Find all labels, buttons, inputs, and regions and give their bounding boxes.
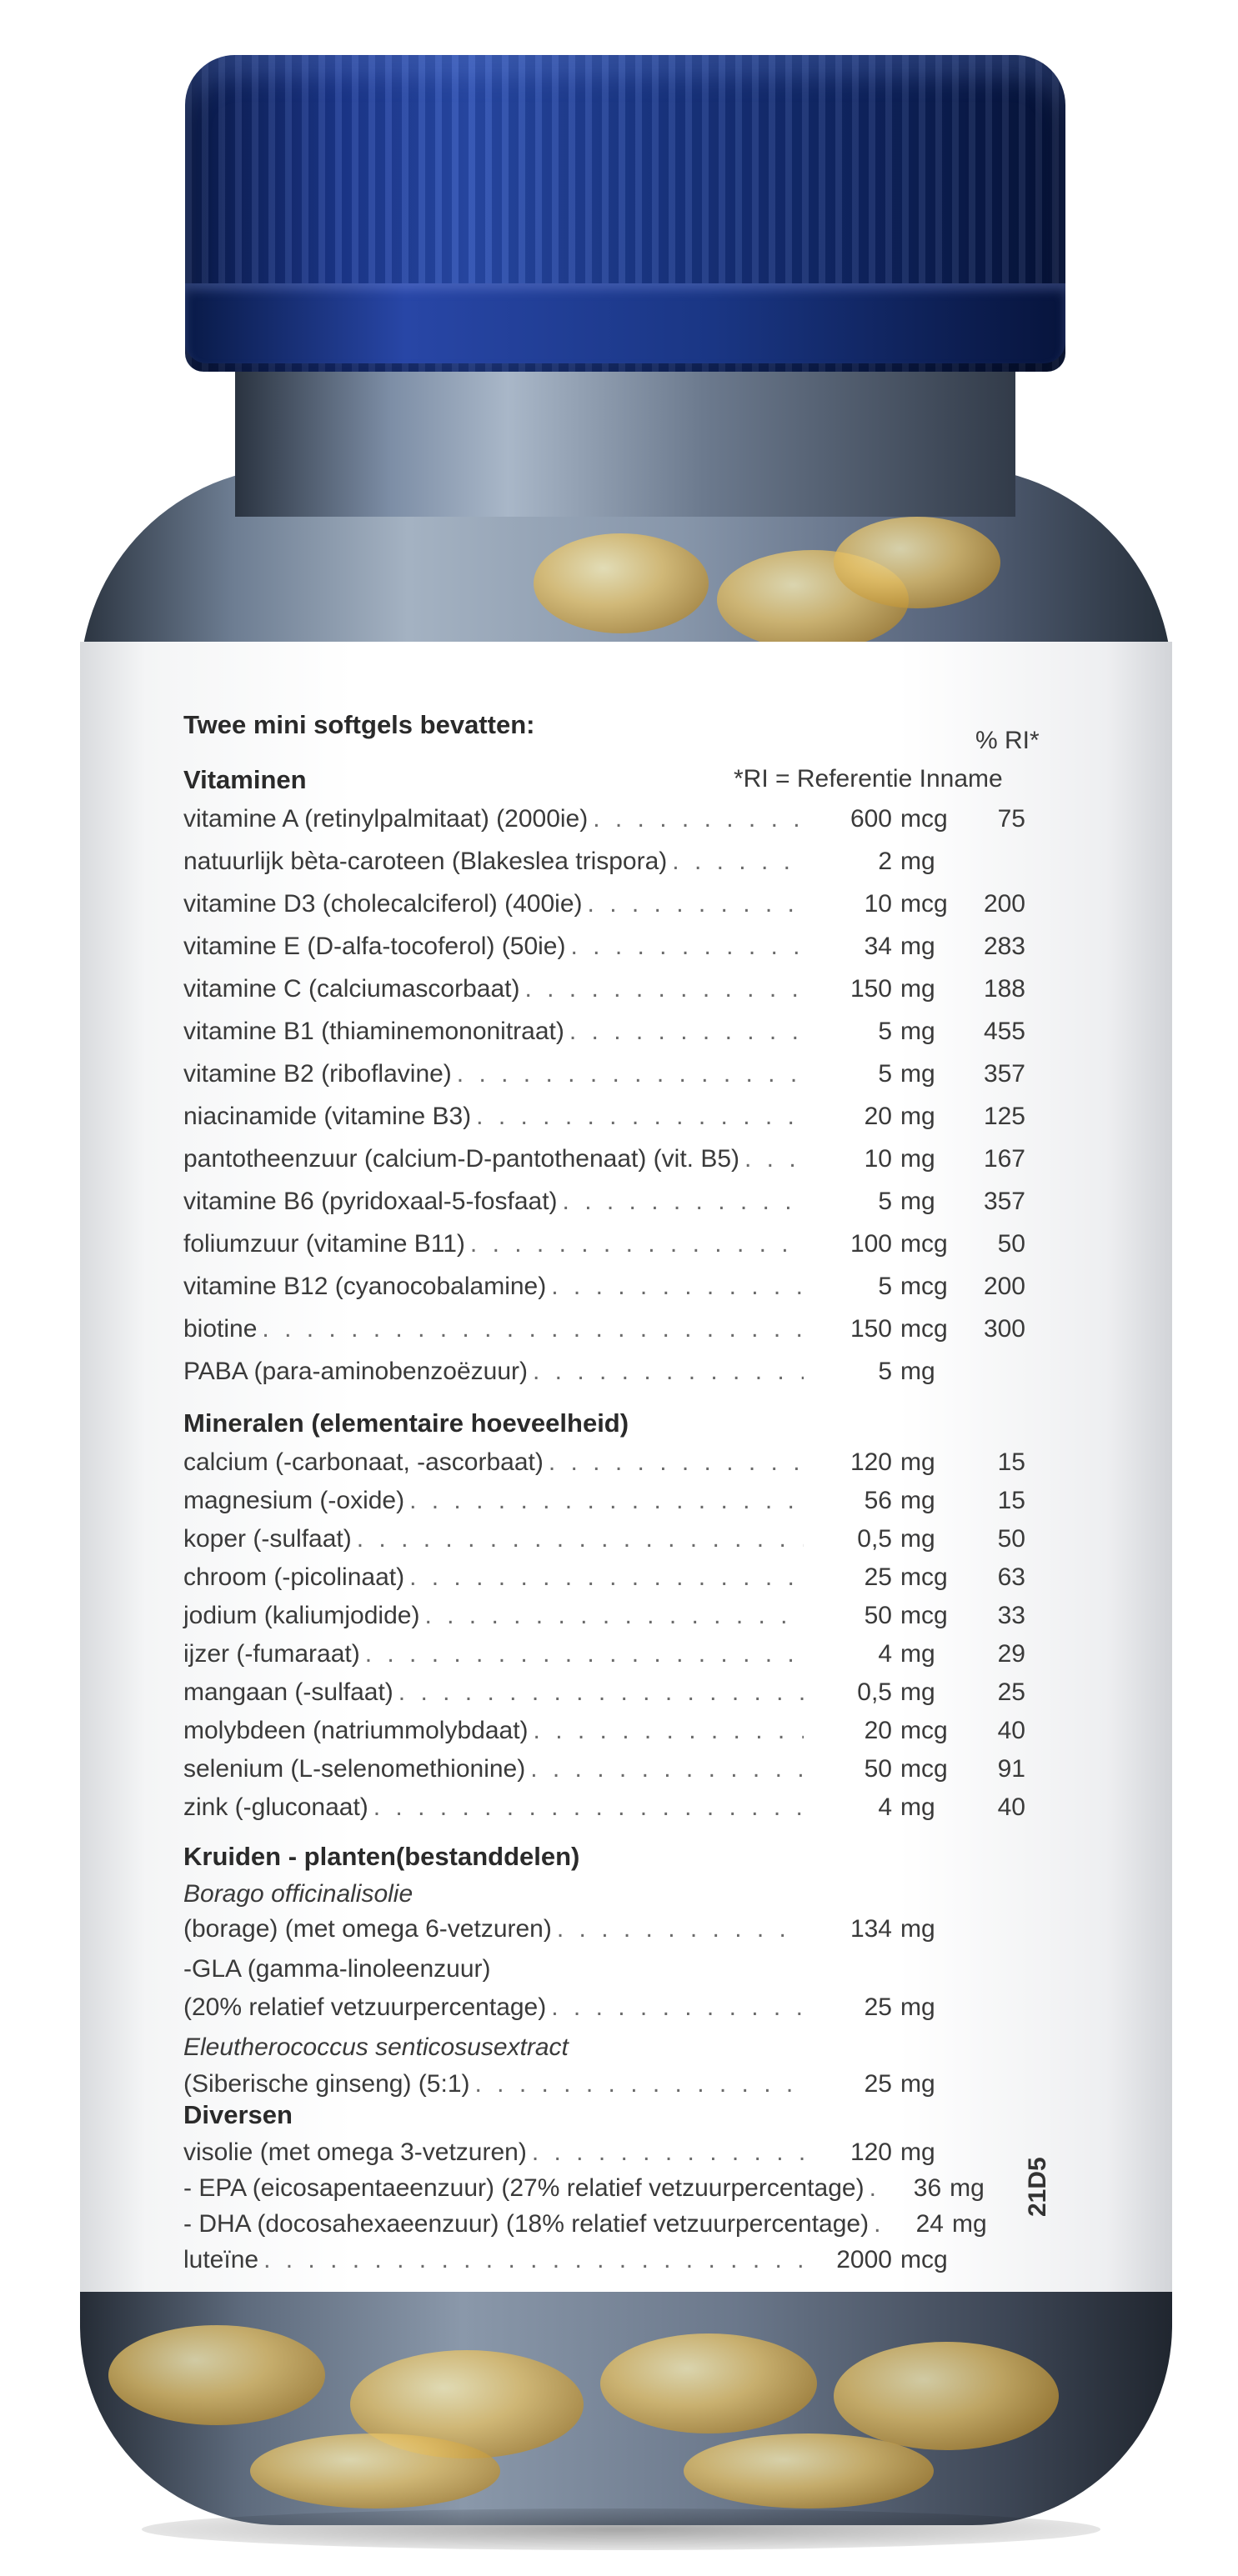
- leader-dots: [398, 1678, 804, 1707]
- ingredient-row: [183, 1358, 1025, 1394]
- ri-header: % RI*: [975, 727, 1040, 754]
- ingredient-name: vitamine D3 (cholecalciferol) (400ie): [183, 890, 583, 918]
- ingredient-row: [183, 1563, 1025, 1600]
- leader-dots: [424, 1602, 804, 1630]
- ingredient-name: vitamine C (calciumascorbaat): [183, 975, 520, 1003]
- ingredient-row: [183, 1755, 1025, 1792]
- ingredient-unit: mg: [900, 1793, 935, 1821]
- ingredient-ri: 300: [983, 1315, 1025, 1343]
- ingredient-row: [183, 933, 1025, 969]
- ingredient-ri: 75: [997, 805, 1025, 833]
- ingredient-row: [183, 1018, 1025, 1054]
- leader-dots: [672, 848, 804, 876]
- ingredient-row: [183, 805, 1025, 842]
- ingredient-name: (borage) (met omega 6-vetzuren): [183, 1915, 552, 1943]
- ingredient-amount: 100: [850, 1230, 892, 1258]
- leader-dots: [870, 2174, 886, 2203]
- ingredient-ri: 91: [997, 1755, 1025, 1783]
- ingredient-ri: 188: [983, 975, 1025, 1003]
- ingredient-unit: mg: [900, 1640, 935, 1668]
- leader-dots: [357, 1525, 804, 1553]
- ingredient-amount: 10: [864, 1145, 892, 1173]
- ingredient-unit: mcg: [900, 1230, 948, 1258]
- ingredient-amount: 134: [850, 1915, 892, 1943]
- ingredient-name: biotine: [183, 1315, 258, 1343]
- ingredient-row: [183, 1103, 1025, 1139]
- ingredient-unit: mcg: [900, 1315, 948, 1343]
- ingredient-amount: 25: [864, 1563, 892, 1591]
- ingredient-amount: 5: [878, 1018, 892, 1045]
- ingredient-name: vitamine A (retinylpalmitaat) (2000ie): [183, 805, 589, 833]
- ingredient-ri: 200: [983, 890, 1025, 918]
- ingredient-ri: 40: [997, 1793, 1025, 1821]
- ingredient-amount: 5: [878, 1358, 892, 1385]
- ingredient-row: [183, 2174, 1025, 2211]
- ingredient-name: (Siberische ginseng) (5:1): [183, 2070, 470, 2098]
- leader-dots: [551, 1993, 804, 2022]
- ingredient-name: vitamine B6 (pyridoxaal-5-fosfaat): [183, 1188, 558, 1215]
- ingredient-name: - EPA (eicosapentaeenzuur) (27% relatief vetzuurpercentage): [183, 2174, 865, 2202]
- ingredient-ri: 357: [983, 1188, 1025, 1215]
- leader-dots: [373, 1793, 804, 1822]
- softgel-capsule: [250, 2433, 500, 2508]
- ingredient-amount: 2: [878, 848, 892, 875]
- softgel-capsule: [834, 2342, 1059, 2450]
- ingredient-row: [183, 1188, 1025, 1224]
- ingredient-row: [183, 1602, 1025, 1638]
- ingredient-amount: 25: [864, 2070, 892, 2098]
- softgel-capsule: [108, 2325, 325, 2425]
- bottle-cap-rim: [185, 283, 1065, 363]
- leader-dots: [569, 1018, 804, 1046]
- ingredient-ri: 125: [983, 1103, 1025, 1130]
- leader-dots: [262, 1315, 804, 1343]
- ingredient-name: jodium (kaliumjodide): [183, 1602, 420, 1629]
- gla-line1: -GLA (gamma-linoleenzuur): [183, 1955, 491, 1983]
- leader-dots: [534, 1717, 804, 1745]
- ingredient-unit: mcg: [900, 2246, 948, 2273]
- ingredient-amount: 150: [850, 1315, 892, 1343]
- leader-dots: [475, 2070, 804, 2098]
- ingredient-unit: mg: [952, 2210, 987, 2238]
- section-minerals: Mineralen (elementaire hoeveelheid): [183, 1408, 629, 1438]
- ingredient-unit: mcg: [900, 890, 948, 918]
- ingredient-amount: 0,5: [857, 1678, 892, 1706]
- ingredient-ri: 50: [997, 1525, 1025, 1553]
- leader-dots: [551, 1273, 804, 1301]
- leader-dots: [476, 1103, 804, 1131]
- ingredient-amount: 20: [864, 1103, 892, 1130]
- borago-row: [183, 1915, 1025, 1952]
- ingredient-unit: mcg: [900, 1755, 948, 1783]
- softgel-capsule: [534, 533, 709, 633]
- ingredient-amount: 4: [878, 1640, 892, 1668]
- ingredient-row: [183, 1525, 1025, 1562]
- ingredient-ri: 15: [997, 1448, 1025, 1476]
- ingredient-row: [183, 1640, 1025, 1677]
- ingredient-amount: 50: [864, 1602, 892, 1629]
- ingredient-amount: 120: [850, 1448, 892, 1476]
- leader-dots: [409, 1487, 804, 1515]
- ingredient-ri: 29: [997, 1640, 1025, 1668]
- ingredient-name: vitamine E (D-alfa-tocoferol) (50ie): [183, 933, 566, 960]
- ingredient-row: [183, 1273, 1025, 1309]
- ingredient-amount: 0,5: [857, 1525, 892, 1553]
- ingredient-row: [183, 848, 1025, 884]
- gla-row: [183, 1993, 1025, 2030]
- ingredient-name: vitamine B2 (riboflavine): [183, 1060, 452, 1088]
- label-title: Twee mini softgels bevatten:: [183, 710, 535, 739]
- ingredient-unit: mg: [900, 1358, 935, 1385]
- ingredient-name: molybdeen (natriummolybdaat): [183, 1717, 529, 1744]
- ingredient-row: [183, 1717, 1025, 1753]
- ingredient-unit: mg: [900, 2070, 935, 2098]
- ingredient-name: pantotheenzuur (calcium-D-pantothenaat) (vit. B5): [183, 1145, 740, 1173]
- ingredient-name: vitamine B1 (thiaminemononitraat): [183, 1018, 564, 1045]
- ingredient-row: [183, 2138, 1025, 2175]
- ingredient-name: natuurlijk bèta-caroteen (Blakeslea trispora): [183, 848, 668, 875]
- ingredient-amount: 36: [913, 2174, 942, 2202]
- ingredient-unit: mcg: [900, 1602, 948, 1629]
- leader-dots: [470, 1230, 804, 1258]
- ingredient-unit: mcg: [900, 1563, 948, 1591]
- ingredient-unit: mg: [900, 1018, 935, 1045]
- section-other: Diversen: [183, 2100, 293, 2129]
- ingredient-name: foliumzuur (vitamine B11): [183, 1230, 465, 1258]
- ingredient-ri: 455: [983, 1018, 1025, 1045]
- ingredient-row: [183, 890, 1025, 927]
- ingredient-ri: 50: [997, 1230, 1025, 1258]
- leader-dots: [570, 933, 804, 961]
- ingredient-name: calcium (-carbonaat, -ascorbaat): [183, 1448, 544, 1476]
- ingredient-unit: mg: [900, 1060, 935, 1088]
- section-vitamins: Vitaminen: [183, 765, 307, 794]
- ingredient-row: [183, 1678, 1025, 1715]
- ingredient-amount: 5: [878, 1188, 892, 1215]
- leader-dots: [563, 1188, 804, 1216]
- ingredient-amount: 50: [864, 1755, 892, 1783]
- ingredient-row: [183, 2210, 1025, 2247]
- ingredient-unit: mg: [900, 1487, 935, 1514]
- ingredient-row: [183, 1145, 1025, 1182]
- ingredient-ri: 357: [983, 1060, 1025, 1088]
- ingredient-amount: 5: [878, 1273, 892, 1300]
- leader-dots: [557, 1915, 804, 1943]
- ingredient-amount: 4: [878, 1793, 892, 1821]
- ingredient-unit: mg: [900, 1188, 935, 1215]
- leader-dots: [593, 805, 804, 833]
- ingredient-amount: 34: [864, 933, 892, 960]
- leader-dots: [263, 2246, 804, 2274]
- ingredient-name: ijzer (-fumaraat): [183, 1640, 360, 1668]
- bottle-neck: [235, 358, 1015, 517]
- ingredient-row: [183, 975, 1025, 1012]
- ingredient-name: selenium (L-selenomethionine): [183, 1755, 526, 1783]
- ingredient-amount: 2000: [836, 2246, 892, 2273]
- softgel-capsule: [684, 2433, 934, 2508]
- ingredient-unit: mg: [900, 1448, 935, 1476]
- ingredient-row: [183, 2246, 1025, 2283]
- ingredient-row: [183, 1487, 1025, 1523]
- leader-dots: [409, 1563, 804, 1592]
- ingredient-amount: 150: [850, 975, 892, 1003]
- ingredient-unit: mg: [950, 2174, 985, 2202]
- ingredient-amount: 25: [864, 1993, 892, 2021]
- leader-dots: [530, 1755, 804, 1783]
- leader-dots: [524, 975, 804, 1003]
- ingredient-name: magnesium (-oxide): [183, 1487, 405, 1514]
- ingredient-unit: mg: [900, 2138, 935, 2166]
- ingredient-amount: 20: [864, 1717, 892, 1744]
- ingredient-ri: 63: [997, 1563, 1025, 1591]
- eleuthero-line1: Eleutherococcus senticosusextract: [183, 2033, 569, 2061]
- leader-dots: [744, 1145, 804, 1173]
- ingredient-row: [183, 1230, 1025, 1267]
- ingredient-unit: mg: [900, 1525, 935, 1553]
- section-herbs: Kruiden - planten(bestanddelen): [183, 1842, 580, 1871]
- ingredient-row: [183, 1448, 1025, 1485]
- ingredient-amount: 600: [850, 805, 892, 833]
- ingredient-ri: 167: [983, 1145, 1025, 1173]
- ingredient-name: chroom (-picolinaat): [183, 1563, 405, 1591]
- ingredient-name: PABA (para-aminobenzoëzuur): [183, 1358, 528, 1385]
- ingredient-ri: 40: [997, 1717, 1025, 1744]
- leader-dots: [549, 1448, 804, 1477]
- leader-dots: [457, 1060, 804, 1088]
- borago-line1: Borago officinalisolie: [183, 1880, 414, 1908]
- ingredient-row: [183, 1315, 1025, 1352]
- ingredient-ri: 200: [983, 1273, 1025, 1300]
- leader-dots: [588, 890, 804, 918]
- ingredient-amount: 24: [915, 2210, 944, 2238]
- ingredient-unit: mcg: [900, 805, 948, 833]
- leader-dots: [532, 2138, 804, 2167]
- ingredient-amount: 120: [850, 2138, 892, 2166]
- ingredient-ri: 15: [997, 1487, 1025, 1514]
- ingredient-amount: 5: [878, 1060, 892, 1088]
- leader-dots: [874, 2210, 890, 2238]
- ingredient-unit: mg: [900, 1993, 935, 2021]
- ingredient-unit: mg: [900, 1678, 935, 1706]
- ingredient-name: koper (-sulfaat): [183, 1525, 352, 1553]
- ingredient-name: visolie (met omega 3-vetzuren): [183, 2138, 527, 2166]
- eleuthero-row: [183, 2070, 1025, 2107]
- ingredient-ri: 25: [997, 1678, 1025, 1706]
- ingredient-unit: mg: [900, 1103, 935, 1130]
- ingredient-unit: mg: [900, 848, 935, 875]
- ingredient-name: (20% relatief vetzuurpercentage): [183, 1993, 547, 2021]
- ingredient-amount: 10: [864, 890, 892, 918]
- ingredient-unit: mg: [900, 933, 935, 960]
- ingredient-unit: mcg: [900, 1717, 948, 1744]
- bottle-shadow: [142, 2508, 1100, 2550]
- ingredient-row: [183, 1793, 1025, 1830]
- ingredient-name: niacinamide (vitamine B3): [183, 1103, 472, 1130]
- ingredient-unit: mg: [900, 975, 935, 1003]
- ingredient-unit: mcg: [900, 1273, 948, 1300]
- softgel-capsule: [834, 517, 1000, 608]
- ingredient-row: [183, 1060, 1025, 1097]
- ingredient-amount: 56: [864, 1487, 892, 1514]
- ingredient-name: mangaan (-sulfaat): [183, 1678, 393, 1706]
- ingredient-name: zink (-gluconaat): [183, 1793, 368, 1821]
- ingredient-name: vitamine B12 (cyanocobalamine): [183, 1273, 547, 1300]
- leader-dots: [365, 1640, 804, 1668]
- ingredient-ri: 33: [997, 1602, 1025, 1629]
- ingredient-name: luteïne: [183, 2246, 259, 2273]
- ingredient-unit: mg: [900, 1915, 935, 1943]
- ri-note: *RI = Referentie Inname: [734, 765, 1003, 793]
- ingredient-ri: 283: [983, 933, 1025, 960]
- softgel-capsule: [600, 2333, 817, 2433]
- leader-dots: [533, 1358, 804, 1386]
- ingredient-name: - DHA (docosahexaeenzuur) (18% relatief vetzuurpercentage): [183, 2210, 870, 2238]
- ingredient-unit: mg: [900, 1145, 935, 1173]
- batch-code: 21D5: [1024, 2157, 1051, 2217]
